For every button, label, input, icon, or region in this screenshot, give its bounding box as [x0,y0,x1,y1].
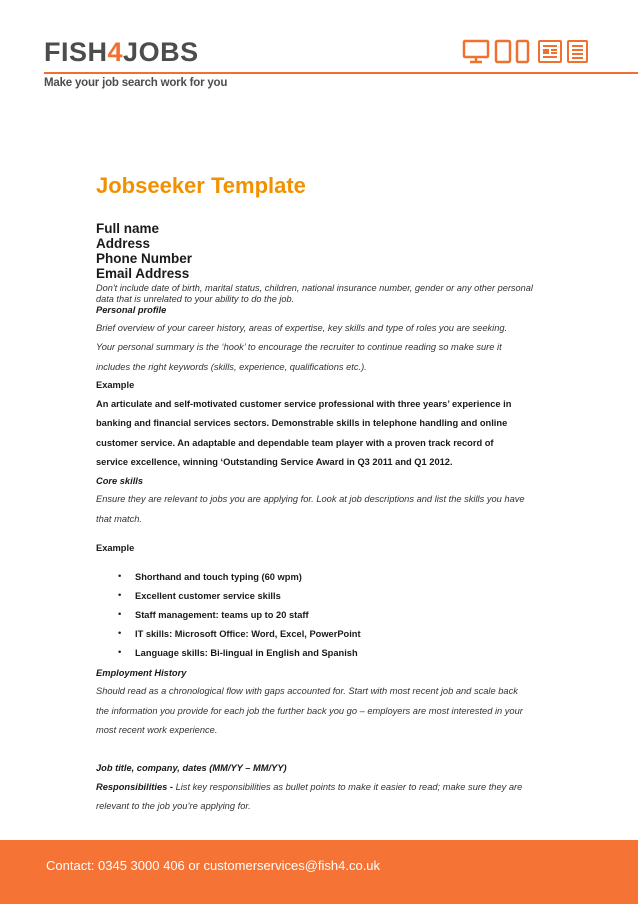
bullet-marker: • [118,647,122,658]
skill-bullet-item: Language skills: Bi-lingual in English and Spanish [135,648,358,658]
email-address-field: Email Address [96,266,190,281]
privacy-note: Don't include date of birth, marital status, children, national insurance number, gender or any other personal data that is unrelated to your ability to do the job. [96,283,533,304]
example-line: service excellence, winning ‘Outstanding Service Award in Q3 2011 and Q1 2012. [96,457,453,467]
example-label: Example [96,380,135,390]
personal-profile-heading: Personal profile [96,305,167,315]
profile-line: Brief overview of your career history, areas of expertise, key skills and type of roles you are seeking. [96,323,508,333]
address-field: Address [96,236,151,251]
footer-contact: Contact: 0345 3000 406 or customerservices@fish4.co.uk [46,858,381,873]
bullet-marker: • [118,590,122,601]
page-footer [0,840,638,904]
employment-line: most recent work experience. [96,725,218,735]
skill-bullet-item: Staff management: teams up to 20 staff [135,610,309,620]
fish4jobs-logo: FISH4JOBS [44,37,199,67]
example-label: Example [96,543,135,553]
core-skills-line: Ensure they are relevant to jobs you are applying for. Look at job descriptions and list the skills you have [96,494,525,504]
responsibilities-line [96,782,522,792]
example-line: banking and financial services sectors. Demonstrable skills in telephone handling and online [96,418,508,428]
profile-line: includes the right keywords (skills, experience, qualifications etc.). [96,362,367,372]
responsibilities-line: relevant to the job you’re applying for. [96,801,251,811]
bullet-marker: • [118,628,122,639]
skill-bullet-item: IT skills: Microsoft Office: Word, Excel, PowerPoint [135,629,361,639]
document-title: Jobseeker Template [96,173,306,198]
tagline: Make your job search work for you [44,77,228,89]
bullet-marker: • [118,609,122,620]
contact-fields [96,221,192,281]
bullet-marker: • [118,571,122,582]
core-skills-line: that match. [96,514,142,524]
devices-icon-group [462,38,594,64]
page-header [0,0,638,100]
example-line: An articulate and self-motivated customer service professional with three years’ experience in [96,399,512,409]
employment-line: the information you provide for each job the further back you go – employers are most interested in your [96,706,523,716]
header-divider [44,72,638,74]
skill-bullet-item: Excellent customer service skills [135,591,281,601]
skill-bullet-item: Shorthand and touch typing (60 wpm) [135,572,302,582]
phone-number-field: Phone Number [96,251,193,266]
employment-history-heading: Employment History [96,668,187,678]
core-skills-heading: Core skills [96,476,144,486]
document-icon [568,41,587,62]
employment-line: Should read as a chronological flow with gaps accounted for. Start with most recent job and scale back [96,686,518,696]
full-name-field: Full name [96,221,160,236]
tablet-icon [496,41,510,62]
job-title-line: Job title, company, dates (MM/YY – MM/YY) [96,763,287,773]
example-line: customer service. An adaptable and dependable team player with a proven track record of [96,438,494,448]
phone-icon [517,41,528,62]
responsibilities-text: List key responsibilities as bullet points to make it easier to read; make sure they are [172,782,523,792]
newspaper-icon [539,41,561,62]
profile-line: Your personal summary is the ‘hook’ to encourage the recruiter to continue reading so make sure it [96,342,502,352]
responsibilities-label: Responsibilities - [96,782,173,792]
monitor-icon [464,41,488,62]
